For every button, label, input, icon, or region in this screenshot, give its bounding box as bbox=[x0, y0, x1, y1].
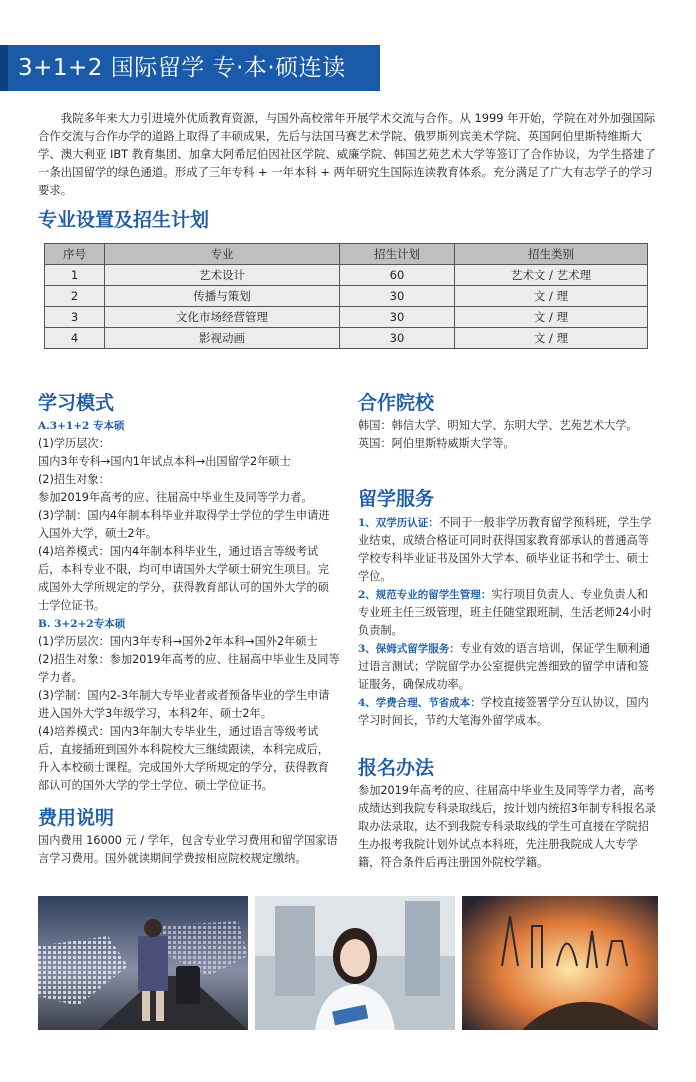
table-cell: 艺术文 / 艺术理 bbox=[455, 265, 648, 286]
study-section bbox=[38, 417, 340, 795]
student-photo bbox=[255, 896, 455, 1030]
study-line: (1)学历层次： bbox=[38, 437, 110, 450]
program-table bbox=[44, 243, 648, 349]
table-row bbox=[45, 286, 648, 307]
fees-section bbox=[38, 832, 340, 868]
table-cell: 文 / 理 bbox=[455, 307, 648, 328]
table-row bbox=[45, 328, 648, 349]
service-item-text: 不同于一般非学历教育留学预科班，学生学业结束，成绩合格证可同时获得国家教育部承认的普通高等学校专科毕业证书及国外大学本、硕毕业证书和学士、硕士学位。 bbox=[358, 516, 652, 583]
service-item-lead: 3、保姆式留学服务： bbox=[358, 643, 460, 655]
intro-paragraph: 我院多年来大力引进境外优质教育资源，与国外高校常年开展学术交流与合作。从 1999 年开始，学院在对外加强国际合作交流与合作办学的道路上取得了丰硕成果，先后与法国马赛艺术学院、俄罗斯列宾美术学院、英国阿伯里斯特维斯大学、澳大利亚 IBT 教育集团、加拿大阿希尼伯因社区学院、威廉学院、韩国艺苑艺术大学等签订了合作协议，为学生搭建了一条出国留学的绿色通道。形成了三年专科 + 一年本科 + 两年研究生国际连读教育体系。充分满足了广大有志学子的学习要求。 bbox=[38, 111, 656, 197]
table-cell: 传播与策划 bbox=[105, 286, 340, 307]
study-line: 国内3年专科→国内1年试点本科→出国留学2年硕士 bbox=[38, 455, 291, 468]
title-banner bbox=[0, 45, 380, 91]
fees-heading: 费用说明 bbox=[38, 807, 115, 829]
service-item bbox=[358, 694, 658, 730]
study-line: (4)培养模式：国内3年制大专毕业生，通过语言等级考试后，直接插班到国外本科院校大三继续跟读，本科完成后，升入本校硕士课程。完成国外大学所规定的学分，获得教育部认可的国外大学的学士学位、硕士学位证书。 bbox=[38, 725, 329, 792]
table-cell: 3 bbox=[45, 307, 105, 328]
table-cell: 文化市场经营管理 bbox=[105, 307, 340, 328]
service-item bbox=[358, 586, 658, 640]
col-header: 专业 bbox=[105, 244, 340, 265]
study-line: (2)招生对象： bbox=[38, 473, 110, 486]
table-cell: 文 / 理 bbox=[455, 286, 648, 307]
study-heading: 学习模式 bbox=[38, 392, 115, 414]
table-cell: 30 bbox=[340, 286, 455, 307]
partner-line: 韩国：韩信大学、明知大学、东明大学、艺苑艺术大学。 bbox=[358, 419, 638, 432]
table-row bbox=[45, 265, 648, 286]
study-line: (2)招生对象：参加2019年高考的应、往届高中毕业生及同等学力者。 bbox=[38, 653, 340, 684]
service-item-lead: 1、双学历认证： bbox=[358, 517, 439, 529]
table-cell: 4 bbox=[45, 328, 105, 349]
banner-accent bbox=[0, 45, 8, 91]
study-line: (4)培养模式：国内4年制本科毕业生，通过语言等级考试后，本科专业不限，均可申请国外大学硕士研究生项目。完成国外大学所规定的学分，获得教育部认可的国外大学的硕士学位证书。 bbox=[38, 545, 329, 612]
apply-heading: 报名办法 bbox=[358, 757, 435, 779]
table-row bbox=[45, 307, 648, 328]
apply-text: 参加2019年高考的应、往届高中毕业生及同等学力者，高考成绩达到我院专科录取线后，按计划内统招3年制专科报名录取办法录取，达不到我院专科录取线的学生可直接在学院招生办报考我院计划外试点本科班，先注册我院成人大专学籍，符合条件后再注册国外院校学籍。 bbox=[358, 784, 656, 869]
service-item-text: 实行项目负责人、专业负责人和专业班主任三级管理，班主任随堂跟班制，生活老师24小时负责制。 bbox=[358, 588, 652, 637]
service-heading: 留学服务 bbox=[358, 488, 435, 510]
partners-section bbox=[358, 417, 658, 453]
travel-photo bbox=[38, 896, 248, 1030]
col-header: 招生类别 bbox=[455, 244, 648, 265]
service-item bbox=[358, 640, 658, 694]
banner-title: 3+1+2 国际留学 专·本·硕连读 bbox=[18, 55, 346, 81]
partner-line: 英国：阿伯里斯特威斯大学等。 bbox=[358, 437, 515, 450]
col-header: 序号 bbox=[45, 244, 105, 265]
service-item-text: 学校直接签署学分互认协议，国内学习时间长，节约大笔海外留学成本。 bbox=[358, 696, 649, 727]
table-header-row bbox=[45, 244, 648, 265]
table-cell: 艺术设计 bbox=[105, 265, 340, 286]
study-line: (3)学制：国内2-3年制大专毕业者或者预备毕业的学生申请进入国外大学3年级学习，本科2年、硕士2年。 bbox=[38, 689, 330, 720]
partners-heading: 合作院校 bbox=[358, 392, 435, 414]
table-cell: 60 bbox=[340, 265, 455, 286]
service-section bbox=[358, 514, 658, 730]
apply-section bbox=[358, 782, 658, 872]
table-cell: 1 bbox=[45, 265, 105, 286]
service-item-lead: 2、规范专业的留学生管理： bbox=[358, 589, 492, 601]
col-header: 招生计划 bbox=[340, 244, 455, 265]
table-cell: 2 bbox=[45, 286, 105, 307]
service-item-text: 专业有效的语言培训，保证学生顺利通过语言测试；学院留学办公室提供完善细致的留学申请和签证服务，确保成功率。 bbox=[358, 642, 651, 691]
study-line: (3)学制：国内4年制本科毕业并取得学士学位的学生申请进入国外大学，硕士2年。 bbox=[38, 509, 330, 540]
table-cell: 文 / 理 bbox=[455, 328, 648, 349]
service-item-lead: 4、学费合理、节省成本： bbox=[358, 697, 481, 709]
program-heading: 专业设置及招生计划 bbox=[38, 209, 210, 231]
study-line: 参加2019年高考的应、往届高中毕业生及同等学力者。 bbox=[38, 491, 313, 504]
table-cell: 30 bbox=[340, 328, 455, 349]
city-photo bbox=[462, 896, 658, 1030]
fees-text: 国内费用 16000 元 / 学年，包含专业学习费用和留学国家语言学习费用。国外就读期间学费按相应院校规定缴纳。 bbox=[38, 834, 338, 865]
table-cell: 影视动画 bbox=[105, 328, 340, 349]
table-cell: 30 bbox=[340, 307, 455, 328]
service-item bbox=[358, 514, 658, 586]
mode-a-title: A.3+1+2 专本硕 bbox=[38, 420, 125, 432]
study-line: (1)学历层次：国内3年专科→国外2年本科→国外2年硕士 bbox=[38, 635, 318, 648]
mode-b-title: B. 3+2+2专本硕 bbox=[38, 618, 126, 630]
